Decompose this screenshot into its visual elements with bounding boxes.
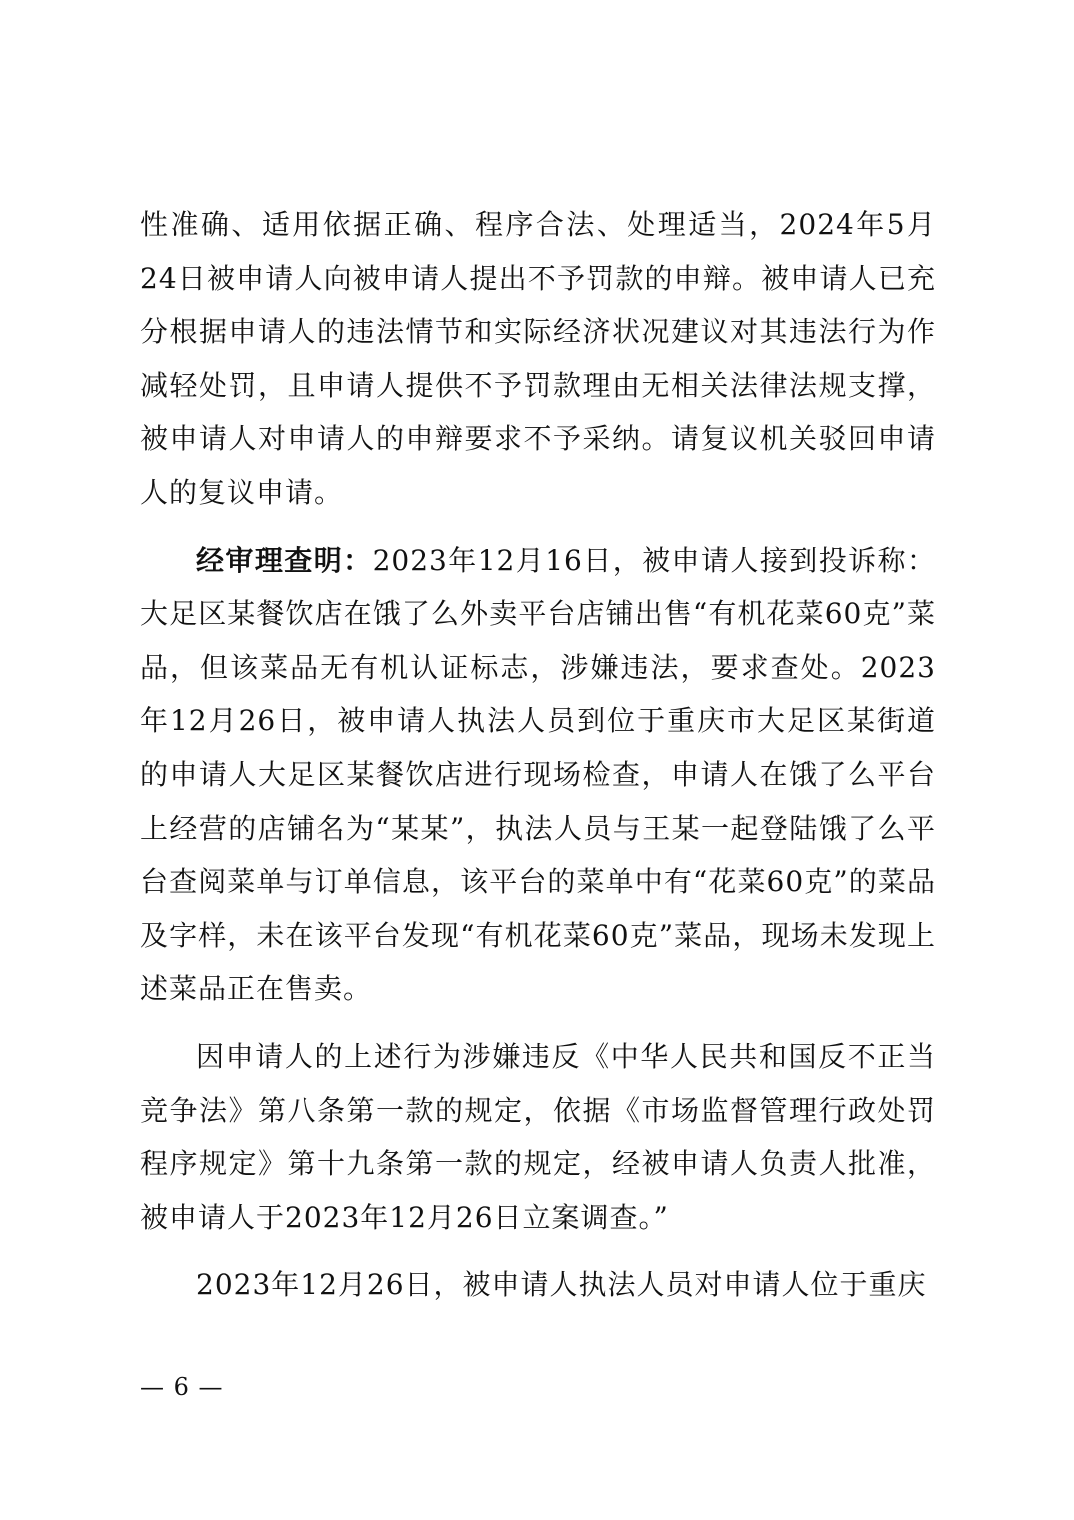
- paragraph-filing: [140, 1030, 936, 1244]
- paragraph-text: 因申请人的上述行为涉嫌违反《中华人民共和国反不正当竞争法》第八条第一款的规定，依据《市场监督管理行政处罚程序规定》第十九条第一款的规定，经被申请人负责人批准，被申请人于2023年12月26日立案调查。”: [140, 1039, 936, 1234]
- paragraph-lead: 经审理查明：: [196, 543, 373, 577]
- paragraph-inspection: [140, 1258, 936, 1312]
- paragraph-findings: [140, 534, 936, 1016]
- paragraph-text: 2023年12月26日，被申请人执法人员对申请人位于重庆: [196, 1268, 927, 1302]
- paragraph-text: 2023年12月16日，被申请人接到投诉称：大足区某餐饮店在饿了么外卖平台店铺出售“有机花菜60克”菜品，但该菜品无有机认证标志，涉嫌违法，要求查处。2023年12月26日，被申请人执法人员到位于重庆市大足区某街道的申请人大足区某餐饮店进行现场检查，申请人在饿了么平台上经营的店铺名为“某某”，执法人员与王某一起登陆饿了么平台查阅菜单与订单信息，该平台的菜单中有“花菜60克”的菜品及字样，未在该平台发现“有机花菜60克”菜品，现场未发现上述菜品正在售卖。: [140, 543, 936, 1006]
- page-number: — 6 —: [140, 1373, 224, 1401]
- paragraph-text: 性准确、适用依据正确、程序合法、处理适当，2024年5月24日被申请人向被申请人提出不予罚款的申辩。被申请人已充分根据申请人的违法情节和实际经济状况建议对其违法行为作减轻处罚，且申请人提供不予罚款理由无相关法律法规支撑，被申请人对申请人的申辩要求不予采纳。请复议机关驳回申请人的复议申请。: [140, 208, 936, 509]
- body-text: [140, 198, 936, 1312]
- paragraph-continuation: [140, 198, 936, 520]
